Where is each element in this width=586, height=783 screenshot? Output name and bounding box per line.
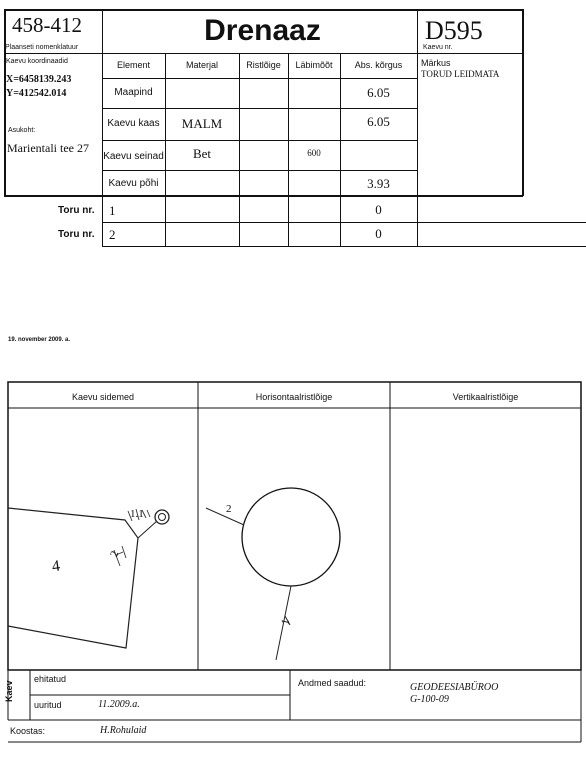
cross-label-2: 2 — [226, 503, 232, 515]
compiled-value: H.Rohulaid — [100, 725, 147, 736]
row-elevation: 3.93 — [367, 176, 390, 191]
data-from-code: G-100-09 — [410, 694, 449, 705]
pipe-number: 1 — [109, 203, 116, 218]
row-element: Kaevu kaas — [107, 118, 160, 129]
sheet-caption: Plaanseti nomenklatuur — [5, 44, 79, 51]
remarks-header: Märkus — [421, 58, 451, 68]
well-number: D595 — [425, 16, 483, 45]
coord-y: Y=412542.014 — [6, 88, 67, 99]
col-header-material: Materjal — [185, 60, 218, 70]
data-from-value: GEODEESIABÜROO — [410, 682, 499, 693]
side-label: Kaev — [4, 680, 14, 702]
row-material: Bet — [192, 146, 212, 161]
remarks-value: TORUD LEIDMATA — [421, 69, 500, 79]
top-form — [0, 0, 586, 260]
coord-x: X=6458139.243 — [6, 74, 72, 85]
panel-header-horizontal: Horisontaalristlõige — [255, 392, 333, 402]
data-from-label: Andmed saadud: — [298, 678, 367, 688]
pipe-elevation: 0 — [375, 202, 382, 217]
sketch-frame — [0, 380, 586, 783]
col-header-elevation: Abs. kõrgus — [354, 60, 403, 70]
col-header-diameter: Läbimõõt — [295, 60, 333, 70]
page-title: Drenaaz — [204, 14, 321, 47]
well-caption: Kaevu nr. — [423, 44, 453, 51]
row-element: Kaevu põhi — [108, 178, 159, 189]
pipe-label: Toru nr. — [58, 229, 95, 240]
sheet-number: 458-412 — [12, 13, 82, 37]
row-element: Kaevu seinad — [103, 151, 164, 162]
arrow-label: 2 — [108, 549, 122, 559]
row-element: Maapind — [114, 87, 153, 98]
panel-header-vertical: Vertikaalristlõige — [452, 392, 519, 402]
row-elevation: 6.05 — [367, 114, 390, 129]
sketch-area — [0, 380, 586, 783]
well-top-mark: 1.1 — [130, 508, 144, 520]
built-label: ehitatud — [34, 674, 67, 684]
compiled-label: Koostas: — [10, 726, 46, 736]
location-caption: Asukoht: — [8, 127, 36, 134]
coords-caption: Kaevu koordinaadid — [6, 58, 68, 65]
row-material: MALM — [181, 116, 223, 131]
col-header-cross: Ristlõige — [246, 60, 281, 70]
building-sketch — [8, 508, 138, 648]
cross-label-1: 1 — [279, 617, 293, 627]
date-stamp: 19. november 2009. a. — [8, 337, 71, 343]
pipe-number: 2 — [109, 227, 116, 242]
building-label: 4 — [50, 557, 62, 576]
row-elevation: 6.05 — [367, 85, 390, 100]
col-header-element: Element — [116, 60, 151, 70]
surveyed-label: uuritud — [34, 700, 62, 710]
location-value: Marientali tee 27 — [7, 141, 89, 155]
surveyed-value: 11.2009.a. — [98, 699, 140, 710]
row-diameter: 600 — [307, 148, 321, 158]
panel-header-connections: Kaevu sidemed — [71, 392, 135, 402]
pipe-label: Toru nr. — [58, 205, 95, 216]
pipe-elevation: 0 — [375, 226, 382, 241]
